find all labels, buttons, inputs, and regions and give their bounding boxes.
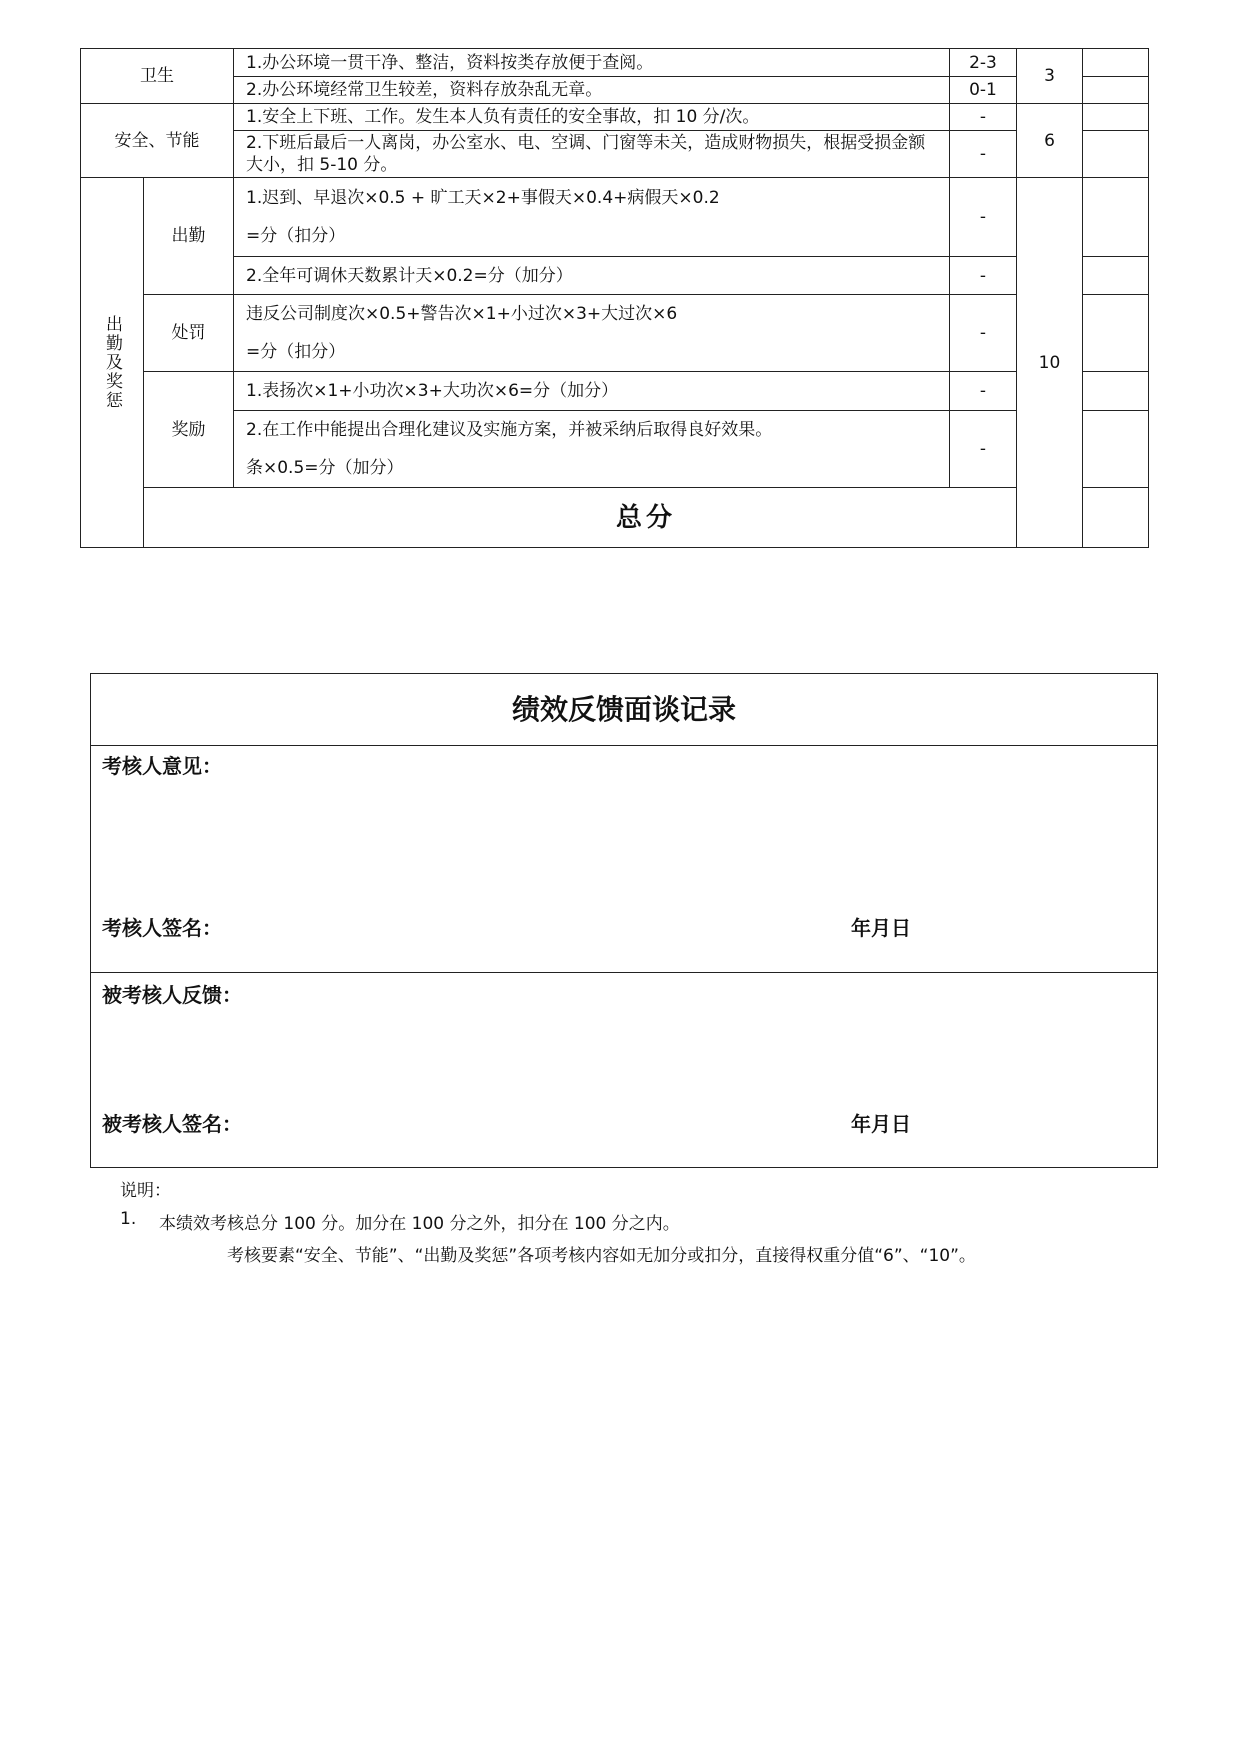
- total-score-label: 总分: [144, 488, 1149, 548]
- criterion-text: 2.全年可调休天数累计天×0.2=分（加分）: [234, 257, 950, 295]
- actual-score-cell[interactable]: [1083, 257, 1149, 295]
- score-value: -: [950, 178, 1017, 257]
- note-item-number: 1.: [120, 1209, 137, 1229]
- actual-score-cell[interactable]: [1083, 178, 1149, 257]
- criterion-line: 条×0.5=分（加分）: [246, 458, 404, 478]
- assessee-date-label: 年月日: [851, 1112, 911, 1136]
- criterion-line: 违反公司制度次×0.5+警告次×1+小过次×3+大过次×6: [246, 304, 678, 324]
- criterion-text: [234, 411, 950, 488]
- actual-score-cell[interactable]: [1083, 372, 1149, 411]
- criterion-text: 1.办公环境一贯干净、整洁，资料按类存放便于查阅。: [234, 49, 950, 77]
- score-value: -: [950, 372, 1017, 411]
- actual-score-cell[interactable]: [1083, 131, 1149, 178]
- criterion-line: 2.在工作中能提出合理化建议及实施方案，并被采纳后取得良好效果。: [246, 420, 773, 440]
- notes-heading: 说明：: [120, 1181, 171, 1201]
- weight-value: 10: [1017, 178, 1083, 548]
- note-item-1: 本绩效考核总分 100 分。加分在 100 分之外，扣分在 100 分之内。: [159, 1214, 680, 1234]
- score-value: 0-1: [950, 77, 1017, 104]
- criterion-line: =分（扣分）: [246, 342, 346, 362]
- section-divider: [91, 972, 1157, 973]
- criterion-text: [234, 178, 950, 257]
- actual-score-cell[interactable]: [1083, 104, 1149, 131]
- assessee-signature-label: 被考核人签名：: [102, 1112, 242, 1136]
- note-item-2: 考核要素“安全、节能”、“出勤及奖惩”各项考核内容如无加分或扣分，直接得权重分值“6”、“10”。: [227, 1246, 976, 1266]
- actual-score-cell[interactable]: [1083, 295, 1149, 372]
- criterion-text: 2.办公环境经常卫生较差，资料存放杂乱无章。: [234, 77, 950, 104]
- category-safety: 安全、节能: [81, 104, 234, 178]
- assessor-date-label: 年月日: [851, 916, 911, 940]
- category-attendance-rewards: [81, 178, 144, 548]
- assessee-feedback-label: 被考核人反馈：: [102, 983, 242, 1007]
- criterion-text: 2.下班后最后一人离岗，办公室水、电、空调、门窗等未关，造成财物损失，根据受损金额大小，扣 5-10 分。: [234, 131, 950, 178]
- category-attendance-rewards-label: 出勤及奖惩: [102, 315, 122, 410]
- score-table: [80, 48, 1149, 548]
- feedback-record-box: [90, 673, 1158, 1168]
- score-value: -: [950, 411, 1017, 488]
- actual-score-cell[interactable]: [1083, 411, 1149, 488]
- subcategory-attendance: 出勤: [144, 178, 234, 295]
- subcategory-penalty: 处罚: [144, 295, 234, 372]
- actual-score-cell[interactable]: [1083, 49, 1149, 77]
- score-value: -: [950, 257, 1017, 295]
- assessor-signature-label: 考核人签名：: [102, 916, 222, 940]
- feedback-title: 绩效反馈面谈记录: [91, 674, 1157, 746]
- category-hygiene: 卫生: [81, 49, 234, 104]
- criterion-text: 1.安全上下班、工作。发生本人负有责任的安全事故，扣 10 分/次。: [234, 104, 950, 131]
- weight-value: 3: [1017, 49, 1083, 104]
- score-value: 2-3: [950, 49, 1017, 77]
- score-value: -: [950, 104, 1017, 131]
- score-value: -: [950, 131, 1017, 178]
- criterion-text: [234, 295, 950, 372]
- assessor-opinion-label: 考核人意见：: [102, 754, 222, 778]
- criterion-line: =分（扣分）: [246, 226, 346, 246]
- actual-score-cell[interactable]: [1083, 77, 1149, 104]
- score-value: -: [950, 295, 1017, 372]
- criterion-line: 1.迟到、早退次×0.5 + 旷工天×2+事假天×0.4+病假天×0.2: [246, 188, 720, 208]
- weight-value: 6: [1017, 104, 1083, 178]
- subcategory-reward: 奖励: [144, 372, 234, 488]
- criterion-text: 1.表扬次×1+小功次×3+大功次×6=分（加分）: [234, 372, 950, 411]
